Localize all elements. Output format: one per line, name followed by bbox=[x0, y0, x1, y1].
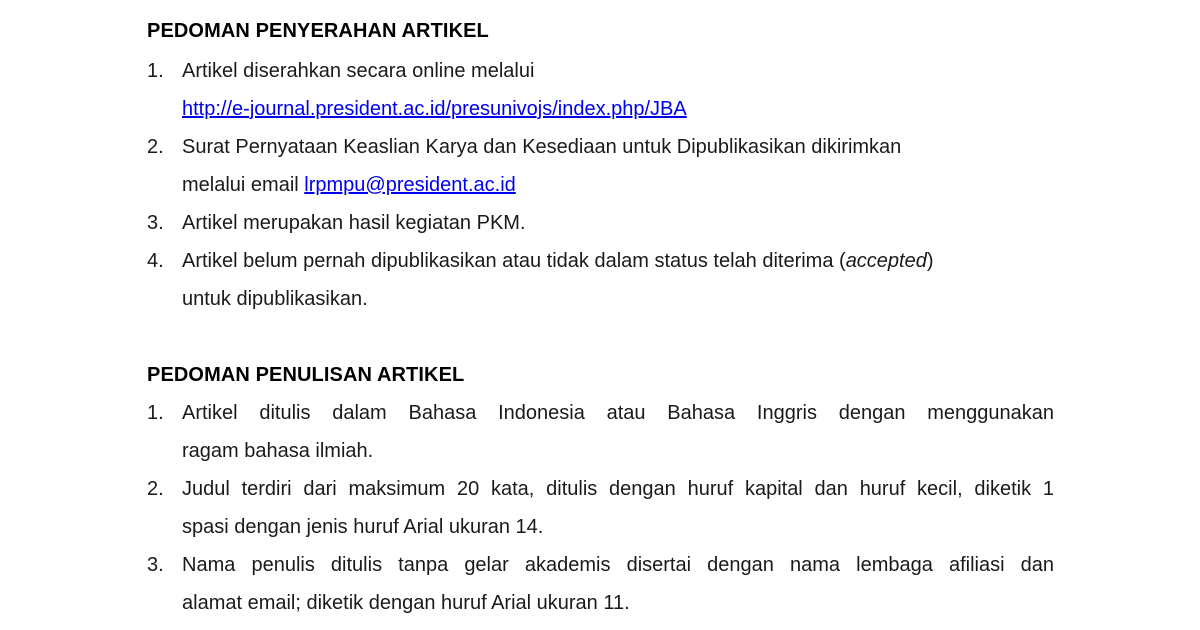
item-text: melalui email bbox=[182, 174, 305, 196]
item-text: Surat Pernyataan Keaslian Karya dan Kesediaan untuk Dipublikasikan dikirimkan bbox=[182, 136, 902, 158]
item-text: Artikel diserahkan secara online melalui bbox=[182, 60, 535, 82]
email-link[interactable]: lrpmpu@president.ac.id bbox=[304, 174, 516, 196]
list-number: 4. bbox=[147, 250, 164, 272]
list-number: 2. bbox=[147, 136, 164, 158]
item-text: Artikel ditulis dalam Bahasa Indonesia atau Bahasa Inggris dengan menggunakan bbox=[182, 402, 1054, 424]
item-text: alamat email; diketik dengan huruf Arial ukuran 11. bbox=[182, 592, 630, 614]
item-text: ragam bahasa ilmiah. bbox=[182, 440, 374, 462]
list-number: 1. bbox=[147, 60, 164, 82]
list-number: 3. bbox=[147, 554, 164, 576]
section-heading-submission: PEDOMAN PENYERAHAN ARTIKEL bbox=[147, 20, 489, 42]
list-item bbox=[147, 470, 1054, 546]
list-number: 2. bbox=[147, 478, 164, 500]
list-item bbox=[147, 394, 1054, 470]
item-text: untuk dipublikasikan. bbox=[182, 288, 368, 310]
list-item bbox=[147, 204, 1054, 242]
list-item bbox=[147, 242, 1054, 318]
list-number: 1. bbox=[147, 402, 164, 424]
item-text-emphasis: accepted bbox=[845, 250, 927, 272]
journal-link[interactable]: http://e-journal.president.ac.id/presunivojs/index.php/JBA bbox=[182, 98, 687, 120]
list-item bbox=[147, 546, 1054, 622]
list-item bbox=[147, 52, 1054, 128]
list-number: 3. bbox=[147, 212, 164, 234]
section-heading-writing: PEDOMAN PENULISAN ARTIKEL bbox=[147, 364, 465, 386]
item-text: Artikel belum pernah dipublikasikan atau tidak dalam status telah diterima ( bbox=[182, 250, 846, 272]
item-text: Judul terdiri dari maksimum 20 kata, ditulis dengan huruf kapital dan huruf kecil, diketik 1 bbox=[182, 478, 1054, 500]
list-item bbox=[147, 128, 1054, 204]
item-text: Artikel merupakan hasil kegiatan PKM. bbox=[182, 212, 526, 234]
item-text: Nama penulis ditulis tanpa gelar akademis disertai dengan nama lembaga afiliasi dan bbox=[182, 554, 1054, 576]
item-text: spasi dengan jenis huruf Arial ukuran 14. bbox=[182, 516, 544, 538]
item-text: ) bbox=[926, 250, 934, 272]
